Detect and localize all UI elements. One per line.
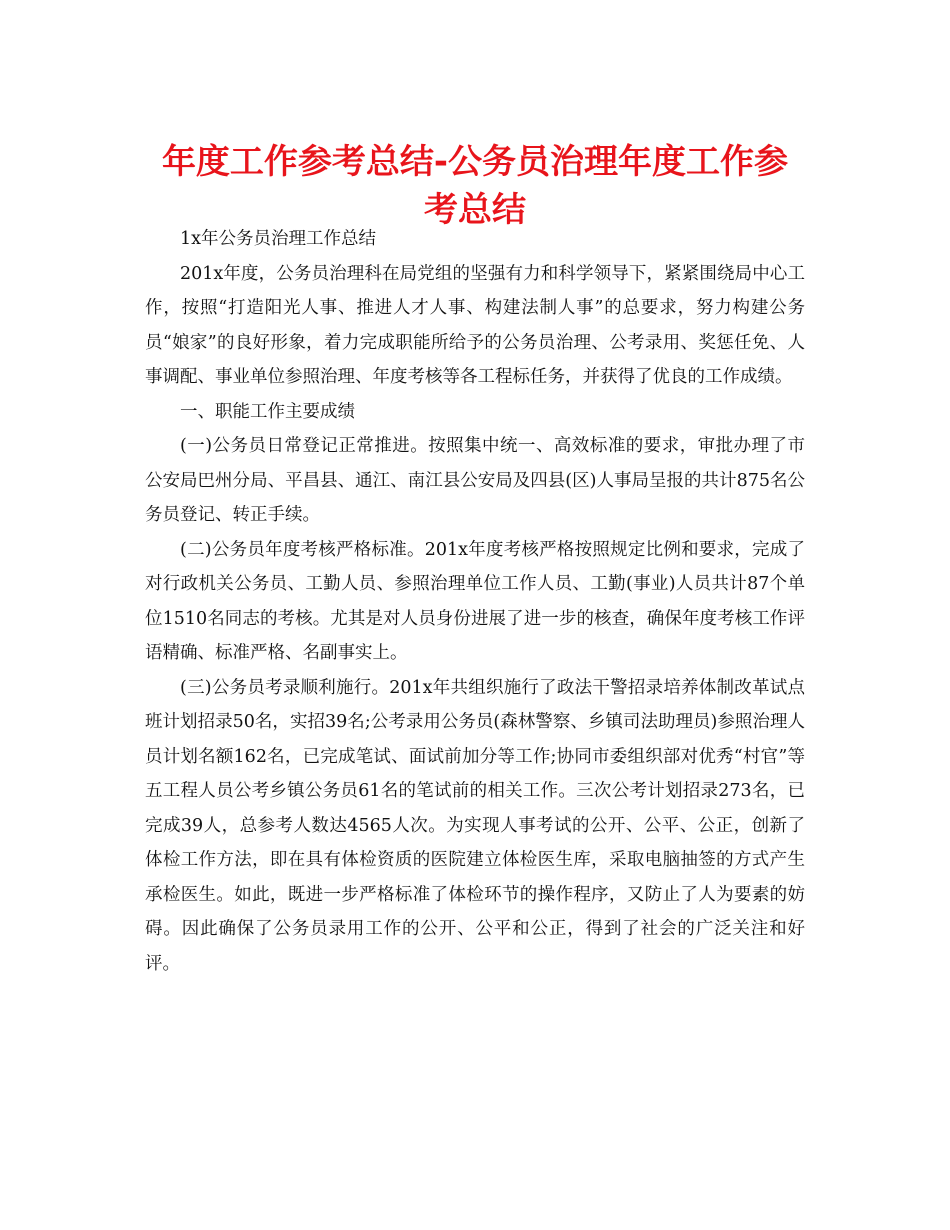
paragraph-subtitle: 1x年公务员治理工作总结 (180, 229, 377, 249)
paragraph-recruitment: (三)公务员考录顺利施行。201x年共组织施行了政法干警招录培养体制改革试点班计划招录50名，实招39名;公考录用公务员(森林警察、乡镇司法助理员)参照治理人员计划名额162名，已完成笔试、面试前加分等工作;协同市委组织部对优秀“村官”等五工程人员公考乡镇公务员61名的笔试前的相关工作。三次公考计划招录273名，已完成39人，总参考人数达4565人次。为实现人事考试的公开、公平、公正，创新了体检工作方法，即在具有体检资质的医院建立体检医生库，采取电脑抽签的方式产生承检医生。如此，既进一步严格标准了体检环节的操作程序，又防止了人为要素的妨碍。因此确保了公务员录用工作的公开、公平和公正，得到了社会的广泛关注和好评。 (145, 677, 805, 974)
document-title: 年度工作参考总结-公务员治理年度工作参考总结 (161, 142, 789, 230)
document-body (145, 222, 805, 981)
paragraph-intro: 201x年度，公务员治理科在局党组的坚强有力和科学领导下，紧紧围绕局中心工作，按照“打造阳光人事、推进人才人事、构建法制人事”的总要求，努力构建公务员“娘家”的良好形象，着力完成职能所给予的公务员治理、公考录用、奖惩任免、人事调配、事业单位参照治理、年度考核等各工程标任务，并获得了优良的工作成绩。 (145, 263, 805, 387)
paragraph-registration: (一)公务员日常登记正常推进。按照集中统一、高效标准的要求，审批办理了市公安局巴州分局、平昌县、通江、南江县公安局及四县(区)人事局呈报的共计875名公务员登记、转正手续。 (145, 436, 805, 525)
paragraph-annual-assessment: (二)公务员年度考核严格标准。201x年度考核严格按照规定比例和要求，完成了对行政机关公务员、工勤人员、参照治理单位工作人员、工勤(事业)人员共计87个单位1510名同志的考核。尤其是对人员身份进展了进一步的核查，确保年度考核工作评语精确、标准严格、名副事实上。 (145, 539, 805, 663)
section-heading-achievements: 一、职能工作主要成绩 (180, 401, 355, 422)
